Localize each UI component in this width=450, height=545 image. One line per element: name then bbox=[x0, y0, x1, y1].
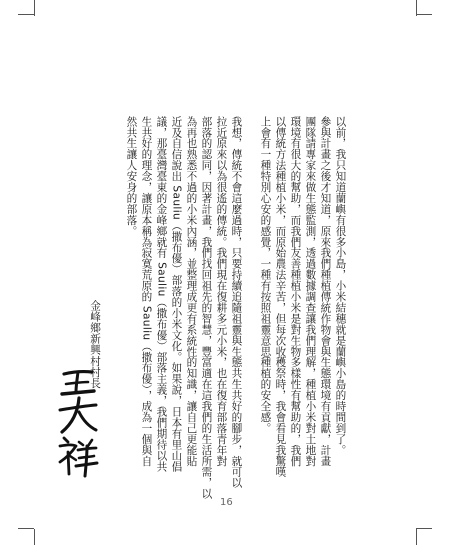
text-line: 部落的認同，因著計畫，我們找回祖先的智慧，豐富適在這我們的生活所需，以 bbox=[200, 116, 213, 500]
page-number: 16 bbox=[220, 497, 233, 508]
crop-mark-top-right-h bbox=[416, 14, 432, 15]
crop-mark-top-left-v bbox=[34, 0, 35, 16]
text-line: 拉近原來以為很遙的傳統。我們現在復耕多元小米，也在復育部落青年對 bbox=[215, 116, 228, 467]
text-line: 近及自信說出 Sauliu（撒布優）部落的小米文化。如果說，日本有里山倡 bbox=[170, 116, 183, 472]
crop-mark-bottom-left-v bbox=[34, 529, 35, 545]
text-line: 我想，傳統不會這麼過時，只要持續追隨祖靈與生態共生共好的腳步，就可以 bbox=[230, 116, 243, 489]
text-line: 為再也熟悉不過的小米內涵，並整理成更有系統性的知識，讓自己更能貼 bbox=[185, 116, 198, 467]
text-line: 上會有一種特別心安的感覺，一種有按照祖靈意思種植的安全感。 bbox=[259, 116, 272, 434]
text-line: 議，那臺灣臺東的金峰鄉就有 Sauliu（撒布優）部落主義，我們期待以共 bbox=[155, 116, 168, 472]
text-line: 以傳統方法種植小米，而原始農法辛苦，但每次收穫祭時，我會看見我驚嘆 bbox=[274, 116, 287, 478]
signature-title: 金峰鄉新興村村長 bbox=[89, 300, 101, 389]
text-line: 環境有很大的幫助，而我們友善種植小米是對生物多樣性有幫助的，我們 bbox=[289, 116, 302, 467]
text-line: 以前，我只知道蘭嶼有很多小島，小米結穗就是蘭嶼小島的時間到了。 bbox=[334, 116, 347, 456]
crop-mark-top-left-h bbox=[18, 14, 34, 15]
text-line: 然共生讓人安身的部落。 bbox=[125, 116, 138, 237]
text-line: 生共好的理念，讓原本稱為寂寞荒原的 Sauliu（撒布優），成為一個與自 bbox=[140, 116, 153, 467]
crop-mark-bottom-left-h bbox=[18, 528, 34, 529]
crop-mark-bottom-right-v bbox=[416, 529, 417, 545]
text-line: 參與計畫之後才知道，原來我們種植傳統作物會與生態環境有貢獻，計畫 bbox=[319, 116, 332, 467]
text-line: 團隊請專家來做生態監測，透過數據調查讓我們理解，種植小米對土地對 bbox=[304, 116, 317, 467]
crop-mark-bottom-right-h bbox=[416, 528, 432, 529]
crop-mark-top-right-v bbox=[416, 0, 417, 16]
handwritten-signature bbox=[52, 366, 100, 478]
